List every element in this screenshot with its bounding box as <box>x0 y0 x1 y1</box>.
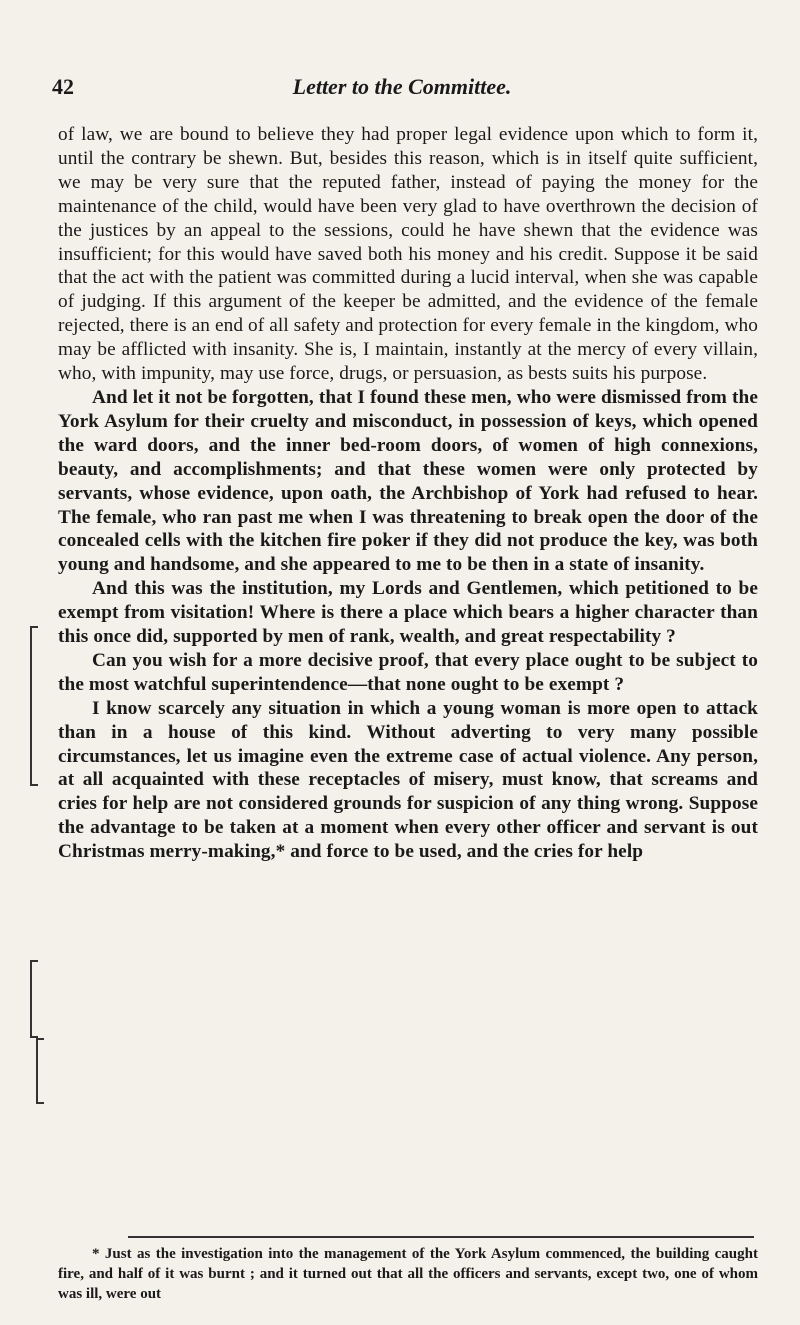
page-header <box>52 74 752 104</box>
running-title: Letter to the Committee. <box>292 74 512 99</box>
footnote-rule <box>128 1236 754 1238</box>
paragraph-decisive-proof: Can you wish for a more decisive proof, that every place ought to be subject to the most watchful superintendence—that none ought to be exempt ? <box>58 649 758 695</box>
paragraph-continuation: of law, we are bound to believe they had proper legal evidence upon which to form it, until the contrary be shewn. But, besides this reason, which is in itself quite sufficient, we may be very sure that the reputed father, instead of paying the money for the maintenance of the child, would have been very glad to have overthrown the decision of the justices by an appeal to the sessions, could he have shewn that the evidence was insufficient; for this would have saved both his money and his credit. Suppose it be said that the act with the patient was committed during a lucid interval, when she was capable of judging. If this argument of the keeper be admitted, and the evidence of the female rejected, there is an end of all safety and protection for every female in the kingdom, who may be afflicted with insanity. She is, I maintain, instantly at the mercy of every villain, who, with impunity, may use force, drugs, or persuasion, as bests suits his purpose. <box>58 124 758 385</box>
footnote-text: * Just as the investigation into the management of the York Asylum commenced, the building caught fire, and half of it was burnt ; and it turned out that all the officers and servants, except two, one of whom was ill, were out <box>58 1246 758 1302</box>
paragraph-york-asylum-keys: And let it not be forgotten, that I found these men, who were dismissed from the York Asylum for their cruelty and misconduct, in possession of keys, which opened the ward doors, and the inner bed-room doors, of women of high connexions, beauty, and accomplishments; and that these women were only protected by servants, whose evidence, upon oath, the Archbishop of York had refused to hear. The female, who ran past me when I was threatening to break open the door of the concealed cells with the kitchen fire poker if they did not produce the key, was both young and handsome, and she appeared to me to be then in a state of insanity. <box>58 386 758 576</box>
margin-bracket-3 <box>36 1038 44 1104</box>
margin-bracket-1 <box>30 626 38 786</box>
paragraph-young-woman: I know scarcely any situation in which a young woman is more open to attack than in a house of this kind. Without adverting to very many possible circumstances, let us imagine even the extreme case of actual violence. Any person, at all acquainted with these receptacles of misery, must know, that screams and cries for help are not considered grounds for suspicion of any thing wrong. Suppose the advantage to be taken at a moment when every other officer and servant is out Christmas merry-making,* and force to be used, and the cries for help <box>58 697 758 863</box>
page-number: 42 <box>52 74 74 99</box>
paragraph-institution-petition: And this was the institution, my Lords and Gentlemen, which petitioned to be exempt from visitation! Where is there a place which bears a higher character than this once did, supported by men of rank, wealth, and great respectability ? <box>58 578 758 648</box>
margin-bracket-2 <box>30 960 38 1038</box>
body-text <box>58 123 758 864</box>
footnote <box>58 1244 758 1304</box>
